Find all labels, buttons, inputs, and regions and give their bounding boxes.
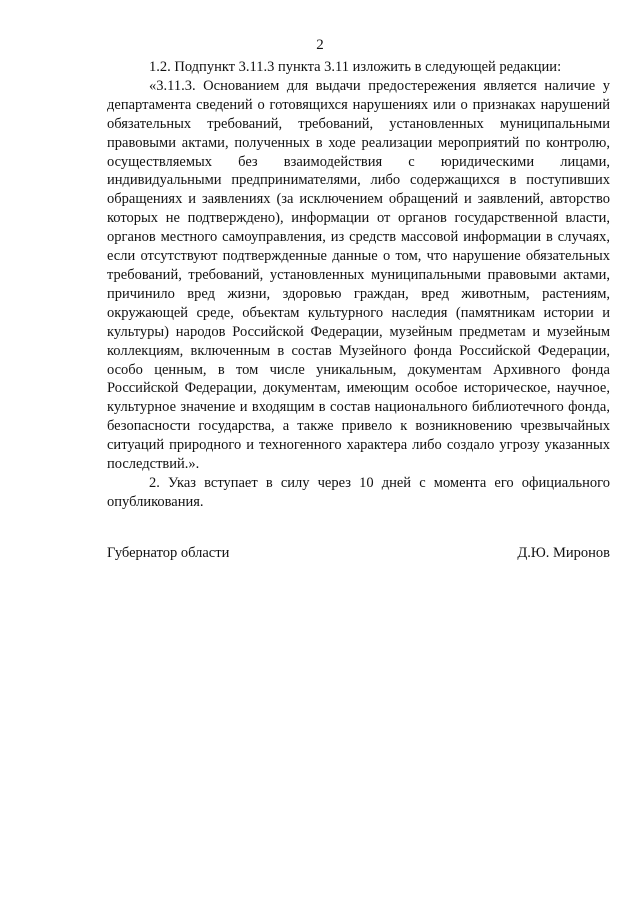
signatory-name: Д.Ю. Миронов [517, 545, 610, 561]
page-number: 2 [316, 37, 324, 53]
signature-block [107, 544, 610, 563]
paragraph-entry-into-force: 2. Указ вступает в силу через 10 дней с момента его официального опубликования. [107, 474, 610, 510]
paragraph-amendment-text: «3.11.3. Основанием для выдачи предостережения является наличие у департамента сведений о готовящихся нарушениях или о признаках нарушений обязательных требований, требований, установленных муниципальными правовыми актами, полученных в ходе реализации мероприятий по контролю, осуществляемых без взаимодействия с юридическими лицами, индивидуальными предпринимателями, либо содержащихся в поступивших обращениях и заявлениях (за исключением обращений и заявлений, авторство которых не подтверждено), информации от органов государственной власти, органов местного самоуправления, из средств массовой информации в случаях, если отсутствуют подтвержденные данные о том, что нарушение обязательных требований, требований, установленных муниципальными правовыми актами, причинило вред жизни, здоровью граждан, вред животным, растениям, окружающей среде, объектам культурного наследия (памятникам истории и культуры) народов Российской Федерации, музейным предметам и музейным коллекциям, включенным в состав Музейного фонда Российской Федерации, особо ценным, в том числе уникальным, документам Архивного фонда Российской Федерации, документам, имеющим особое историческое, научное, культурное значение и входящим в состав национального библиотечного фонда, безопасности государства, а также привело к возникновению чрезвычайных ситуаций природного и техногенного характера либо создало угрозу указанных последствий.». [107, 77, 610, 473]
document-body [107, 58, 610, 512]
signatory-position: Губернатор области [107, 545, 230, 561]
paragraph-amendment-intro: 1.2. Подпункт 3.11.3 пункта 3.11 изложить в следующей редакции: [149, 59, 562, 75]
